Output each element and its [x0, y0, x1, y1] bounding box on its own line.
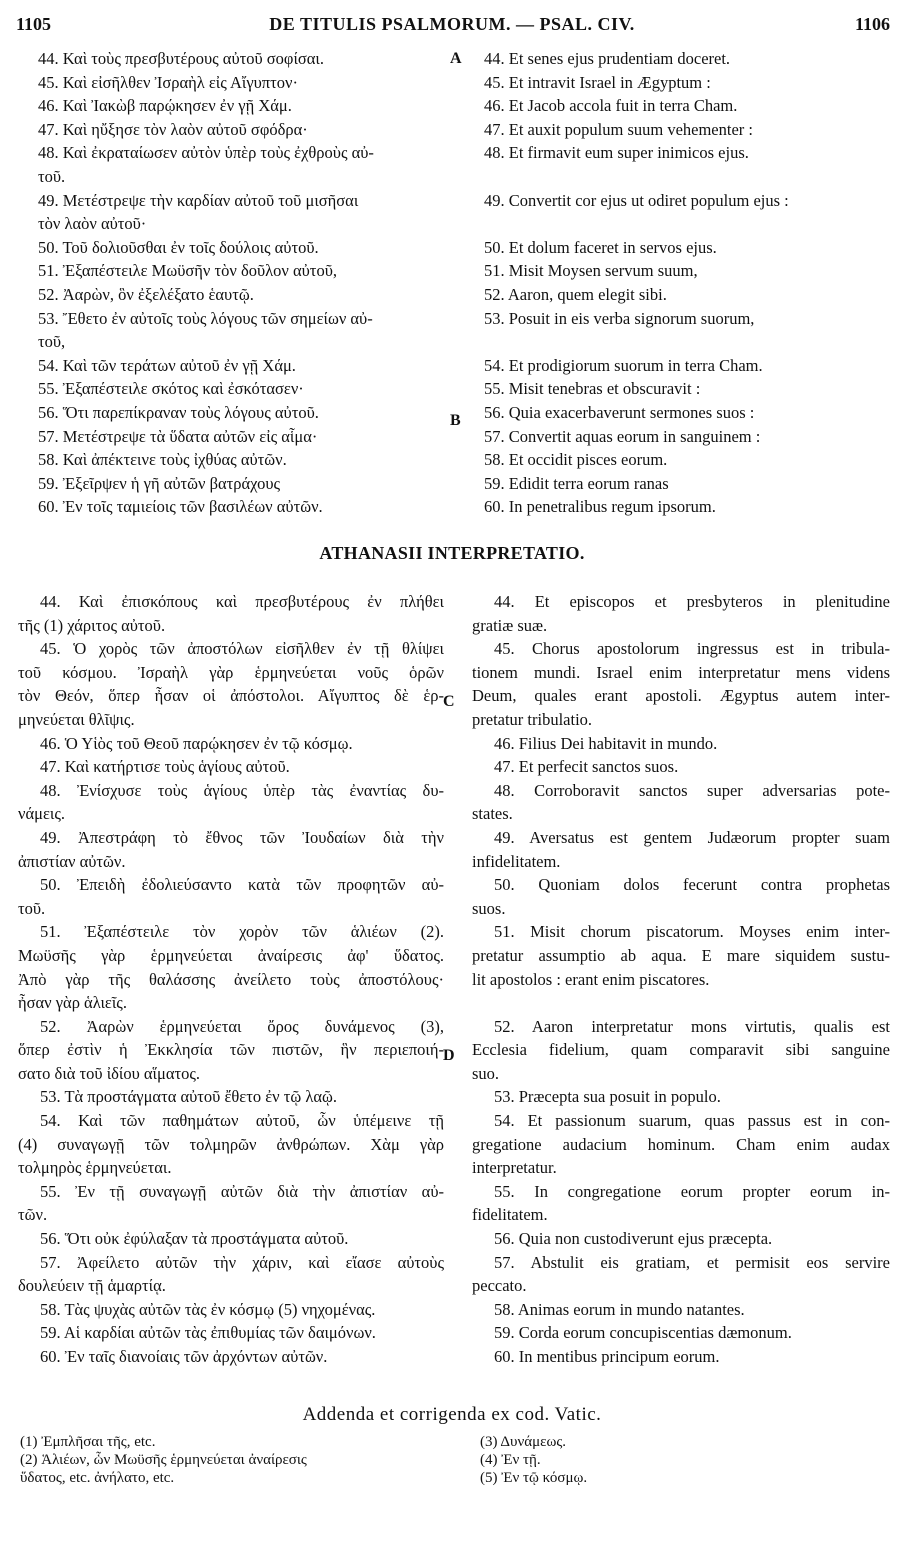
commentary-latin-line: pretatur tribulatio. — [472, 709, 593, 729]
psalm-latin-line: 58. Et occidit pisces eorum. — [484, 450, 668, 470]
commentary-latin-line: 44. Et episcopos et presbyteros in plenitudine — [494, 592, 890, 611]
psalm-greek-line: 47. Καὶ ηὔξησε τὸν λαὸν αὐτοῦ σφόδρα· — [38, 119, 308, 139]
commentary-greek-line: Ἀπὸ γὰρ τῆς θαλάσσης ἀνείλετο τοὺς ἀποστόλους· — [18, 969, 444, 989]
psalm-latin-line: 53. Posuit in eis verba signorum suorum, — [484, 308, 755, 328]
psalm-greek-line: 59. Ἐξεῖρψεν ἡ γῆ αὐτῶν βατράχους — [38, 473, 281, 493]
footnote-line: ὕδατος, etc. ἀνήλατο, etc. — [20, 1470, 175, 1486]
psalm-latin-line: 46. Et Jacob accola fuit in terra Cham. — [484, 96, 738, 116]
commentary-greek-line: 56. Ὅτι οὐκ ἐφύλαξαν τὰ προστάγματα αὐτοῦ. — [40, 1229, 349, 1249]
psalm-greek-line: 56. Ὅτι παρεπίκραναν τοὺς λόγους αὐτοῦ. — [38, 402, 319, 422]
psalm-greek-line: 50. Τοῦ δολιοῦσθαι ἐν τοῖς δούλοις αὐτοῦ. — [38, 237, 319, 257]
psalm-greek-line: 45. Καὶ εἰσῆλθεν Ἰσραὴλ εἰς Αἴγυπτον· — [38, 72, 298, 92]
commentary-latin-line: 50. Quoniam dolos fecerunt contra prophetas — [494, 875, 890, 895]
commentary-greek-line: 53. Τὰ προστάγματα αὐτοῦ ἔθετο ἐν τῷ λαῷ. — [40, 1087, 337, 1107]
commentary-greek-line: 54. Καὶ τῶν παθημάτων αὐτοῦ, ὧν ὑπέμεινε τῇ — [40, 1111, 444, 1131]
commentary-latin-line: 46. Filius Dei habitavit in mundo. — [494, 733, 718, 753]
commentary-latin-line: infidelitatem. — [472, 851, 561, 871]
commentary-latin-line: 45. Chorus apostolorum ingressus est in tribula- — [494, 639, 890, 659]
commentary-greek-line: 57. Ἀφείλετο αὐτῶν τὴν χάριν, καὶ εἴασε αὐτοὺς — [40, 1252, 444, 1272]
athanasius-greek-column — [18, 590, 444, 1369]
commentary-greek-line: ἦσαν γὰρ ἁλιεῖς. — [18, 993, 127, 1013]
commentary-latin-line: interpretatur. — [472, 1158, 557, 1178]
psalm-latin-line: 45. Et intravit Israel in Ægyptum : — [484, 72, 711, 92]
commentary-latin-line: Deum, quales erant apostoli. Ægyptus autem inter- — [472, 686, 890, 706]
section-title: ATHANASII INTERPRETATIO. — [319, 543, 585, 563]
psalm-latin-line: 51. Misit Moysen servum suum, — [484, 261, 698, 281]
commentary-latin-line: 48. Corroboravit sanctos super adversarias pote- — [494, 780, 890, 800]
commentary-greek-line: τοῦ κόσμου. Ἰσραὴλ γὰρ ἑρμηνεύεται νοῦς ὁρῶν — [18, 662, 444, 682]
psalm-latin-line — [472, 165, 890, 189]
commentary-latin-line: peccato. — [472, 1276, 527, 1296]
margin-letter-a: A — [450, 50, 462, 67]
commentary-greek-line: τῆς (1) χάριτος αὐτοῦ. — [18, 615, 166, 635]
commentary-latin-line: suo. — [472, 1063, 500, 1083]
commentary-greek-line: 46. Ὁ Υἱὸς τοῦ Θεοῦ παρῴκησεν ἐν τῷ κόσμῳ. — [40, 733, 353, 753]
psalm-latin-column — [472, 47, 890, 519]
commentary-greek-line: τῶν. — [18, 1205, 48, 1225]
psalm-latin-line: 52. Aaron, quem elegit sibi. — [484, 284, 667, 304]
running-title: DE TITULIS PSALMORUM. — PSAL. CIV. — [269, 14, 635, 34]
psalm-latin-line: 55. Misit tenebras et obscuravit : — [484, 379, 701, 399]
commentary-latin-line — [472, 991, 890, 1015]
psalm-greek-line: 49. Μετέστρεψε τὴν καρδίαν αὐτοῦ τοῦ μισῆσαι — [38, 190, 359, 210]
commentary-greek-line: μηνεύεται θλῖψις. — [18, 709, 135, 729]
commentary-latin-line: 55. In congregatione eorum propter eorum in- — [494, 1181, 890, 1201]
psalm-greek-line: 44. Καὶ τοὺς πρεσβυτέρους αὐτοῦ σοφίσαι. — [38, 49, 324, 68]
commentary-latin-line: lit apostolos : erant enim piscatores. — [472, 969, 710, 989]
page-number-right: 1106 — [854, 14, 890, 34]
footnote-line: (4) Ἐν τῇ. — [480, 1452, 541, 1468]
footnotes-left — [20, 1433, 440, 1487]
psalm-latin-line: 50. Et dolum faceret in servos ejus. — [484, 237, 717, 257]
psalm-greek-line: 48. Καὶ ἐκραταίωσεν αὐτὸν ὑπὲρ τοὺς ἐχθροὺς αὐ- — [38, 143, 374, 163]
commentary-greek-line: 59. Αἱ καρδίαι αὐτῶν τὰς ἐπιθυμίας τῶν δαιμόνων. — [40, 1323, 376, 1343]
footnotes-right — [480, 1433, 880, 1487]
psalm-greek-line: 60. Ἐν τοῖς ταμιείοις τῶν βασιλέων αὐτῶν. — [38, 497, 323, 517]
footnote-line: (5) Ἐν τῷ κόσμῳ. — [480, 1470, 588, 1486]
psalm-greek-line: τὸν λαὸν αὐτοῦ· — [38, 214, 147, 234]
footnote-line: (2) Ἁλιέων, ὧν Μωϋσῆς ἑρμηνεύεται ἀναίρεσις — [20, 1452, 307, 1468]
psalm-latin-line: 47. Et auxit populum suum vehementer : — [484, 119, 753, 139]
commentary-greek-line: ἀπιστίαν αὐτῶν. — [18, 851, 126, 871]
athanasius-latin-column — [472, 590, 890, 1369]
commentary-latin-line: Ecclesia fidelium, quam comparavit sibi sanguine — [472, 1040, 890, 1060]
commentary-latin-line: 53. Præcepta sua posuit in populo. — [494, 1087, 721, 1107]
commentary-latin-line: states. — [472, 804, 513, 824]
commentary-greek-line: 44. Καὶ ἐπισκόπους καὶ πρεσβυτέρους ἐν πλήθει — [40, 592, 444, 611]
commentary-latin-line: 57. Abstulit eis gratiam, et permisit eos servire — [494, 1252, 890, 1272]
commentary-latin-line: gratiæ suæ. — [472, 615, 548, 635]
commentary-greek-line: νάμεις. — [18, 804, 65, 824]
footnote-line: (3) Δυνάμεως. — [480, 1434, 567, 1450]
margin-letter-b: B — [450, 412, 461, 429]
psalm-greek-line: 46. Καὶ Ἰακὼβ παρῴκησεν ἐν γῇ Χάμ. — [38, 96, 292, 116]
running-header — [0, 14, 904, 42]
commentary-latin-line: 47. Et perfecit sanctos suos. — [494, 757, 679, 777]
commentary-greek-line: τολμηρὸς ἑρμηνεύεται. — [18, 1158, 172, 1178]
commentary-greek-line: 45. Ὁ χορὸς τῶν ἀποστόλων εἰσῆλθεν ἐν τῇ θλίψει — [40, 639, 444, 659]
commentary-greek-line: Μωϋσῆς γὰρ ἑρμηνεύεται ἀναίρεσις ἀφ' ὕδατος. — [18, 945, 444, 965]
page-number-left: 1105 — [16, 14, 52, 34]
commentary-greek-line: 52. Ἀαρὼν ἑρμηνεύεται ὄρος δυνάμενος (3), — [40, 1016, 444, 1036]
psalm-greek-line: 54. Καὶ τῶν τεράτων αὐτοῦ ἐν γῇ Χάμ. — [38, 355, 296, 375]
commentary-greek-line: δουλεύειν τῇ ἁμαρτίᾳ. — [18, 1276, 166, 1296]
psalm-greek-line: 53. Ἔθετο ἐν αὐτοῖς τοὺς λόγους τῶν σημείων αὐ- — [38, 308, 373, 328]
psalm-latin-line: 56. Quia exacerbaverunt sermones suos : — [484, 402, 755, 422]
commentary-greek-line: 55. Ἐν τῇ συναγωγῇ αὐτῶν διὰ τὴν ἀπιστίαν αὐ- — [40, 1181, 444, 1201]
psalm-latin-line: 59. Edidit terra eorum ranas — [484, 473, 669, 493]
commentary-greek-line: 50. Ἐπειδὴ ἐδολιεύσαντο κατὰ τῶν προφητῶν αὐ- — [40, 875, 444, 895]
commentary-greek-line: τοῦ. — [18, 898, 46, 918]
commentary-latin-line: suos. — [472, 898, 506, 918]
margin-letter-d: D — [443, 1047, 455, 1064]
commentary-latin-line: 49. Aversatus est gentem Judæorum propter suam — [494, 827, 890, 847]
psalm-latin-line — [472, 212, 890, 236]
commentary-greek-line: 58. Τὰς ψυχὰς αὐτῶν τὰς ἐν κόσμῳ (5) νηχομένας. — [40, 1299, 376, 1319]
commentary-latin-line: 60. In mentibus principum eorum. — [494, 1347, 720, 1366]
psalm-greek-column — [18, 47, 444, 519]
commentary-latin-line: 59. Corda eorum concupiscentias dæmonum. — [494, 1323, 792, 1343]
commentary-latin-line: 52. Aaron interpretatur mons virtutis, qualis est — [494, 1016, 890, 1036]
psalm-latin-line: 57. Convertit aquas eorum in sanguinem : — [484, 426, 761, 446]
psalm-latin-line: 54. Et prodigiorum suorum in terra Cham. — [484, 355, 763, 375]
commentary-greek-line: 48. Ἐνίσχυσε τοὺς ἁγίους ὑπὲρ τὰς ἐναντίας δυ- — [40, 780, 444, 800]
psalm-greek-line: τοῦ, — [38, 332, 66, 352]
commentary-latin-line: 58. Animas eorum in mundo natantes. — [494, 1299, 745, 1319]
commentary-greek-line: 60. Ἐν ταῖς διανοίαις τῶν ἀρχόντων αὐτῶν. — [40, 1347, 328, 1366]
psalm-greek-line: 57. Μετέστρεψε τὰ ὕδατα αὐτῶν εἰς αἷμα· — [38, 426, 318, 446]
commentary-latin-line: fidelitatem. — [472, 1205, 548, 1225]
footnote-line: (1) Ἐμπλῆσαι τῆς, etc. — [20, 1434, 156, 1450]
psalm-greek-line: 55. Ἐξαπέστειλε σκότος καὶ ἐσκότασεν· — [38, 379, 304, 399]
psalm-latin-line: 49. Convertit cor ejus ut odiret populum ejus : — [484, 190, 789, 210]
commentary-latin-line: tionem mundi. Israel enim interpretatur mens videns — [472, 662, 890, 682]
commentary-greek-line: 47. Καὶ κατήρτισε τοὺς ἁγίους αὐτοῦ. — [40, 757, 290, 777]
psalm-latin-line: 60. In penetralibus regum ipsorum. — [484, 497, 716, 517]
psalm-greek-line: τοῦ. — [38, 166, 66, 186]
commentary-greek-line: ὅπερ ἐστὶν ἡ Ἐκκλησία τῶν πιστῶν, ἣν περιεποιή- — [18, 1040, 444, 1060]
commentary-greek-line: 51. Ἐξαπέστειλε τὸν χορὸν τῶν ἁλιέων (2). — [40, 922, 444, 942]
commentary-greek-line: σατο διὰ τοῦ ἰδίου αἵματος. — [18, 1063, 201, 1083]
commentary-greek-line: τὸν Θεόν, ὅπερ ἦσαν οἱ ἀπόστολοι. Αἴγυπτος δὲ ἑρ- — [18, 686, 444, 706]
commentary-greek-line: (4) συναγωγῇ τῶν τολμηρῶν ἀνθρώπων. Χὰμ γὰρ — [18, 1134, 444, 1154]
commentary-greek-line: 49. Ἀπεστράφη τὸ ἔθνος τῶν Ἰουδαίων διὰ τὴν — [40, 827, 444, 847]
psalm-greek-line: 52. Ἀαρὼν, ὃν ἐξελέξατο ἑαυτῷ. — [38, 284, 254, 304]
psalm-greek-line: 58. Καὶ ἀπέκτεινε τοὺς ἰχθύας αὐτῶν. — [38, 450, 287, 470]
commentary-latin-line: pretatur assumptio ab aqua. E mare siquidem sustu- — [472, 945, 890, 965]
psalm-latin-line: 44. Et senes ejus prudentiam doceret. — [484, 49, 731, 68]
psalm-latin-line: 48. Et firmavit eum super inimicos ejus. — [484, 143, 749, 163]
psalm-latin-line — [472, 330, 890, 354]
commentary-latin-line: 56. Quia non custodiverunt ejus præcepta. — [494, 1229, 773, 1249]
addenda-title: Addenda et corrigenda ex cod. Vatic. — [302, 1404, 602, 1425]
psalm-greek-line: 51. Ἐξαπέστειλε Μωϋσῆν τὸν δοῦλον αὐτοῦ, — [38, 261, 337, 281]
commentary-latin-line: 54. Et passionum suarum, quas passus est in con- — [494, 1111, 890, 1131]
margin-letter-c: C — [443, 693, 455, 710]
commentary-latin-line: gregatione audacium hominum. Cham enim audax — [472, 1134, 890, 1154]
commentary-latin-line: 51. Misit chorum piscatorum. Moyses enim inter- — [494, 922, 890, 942]
